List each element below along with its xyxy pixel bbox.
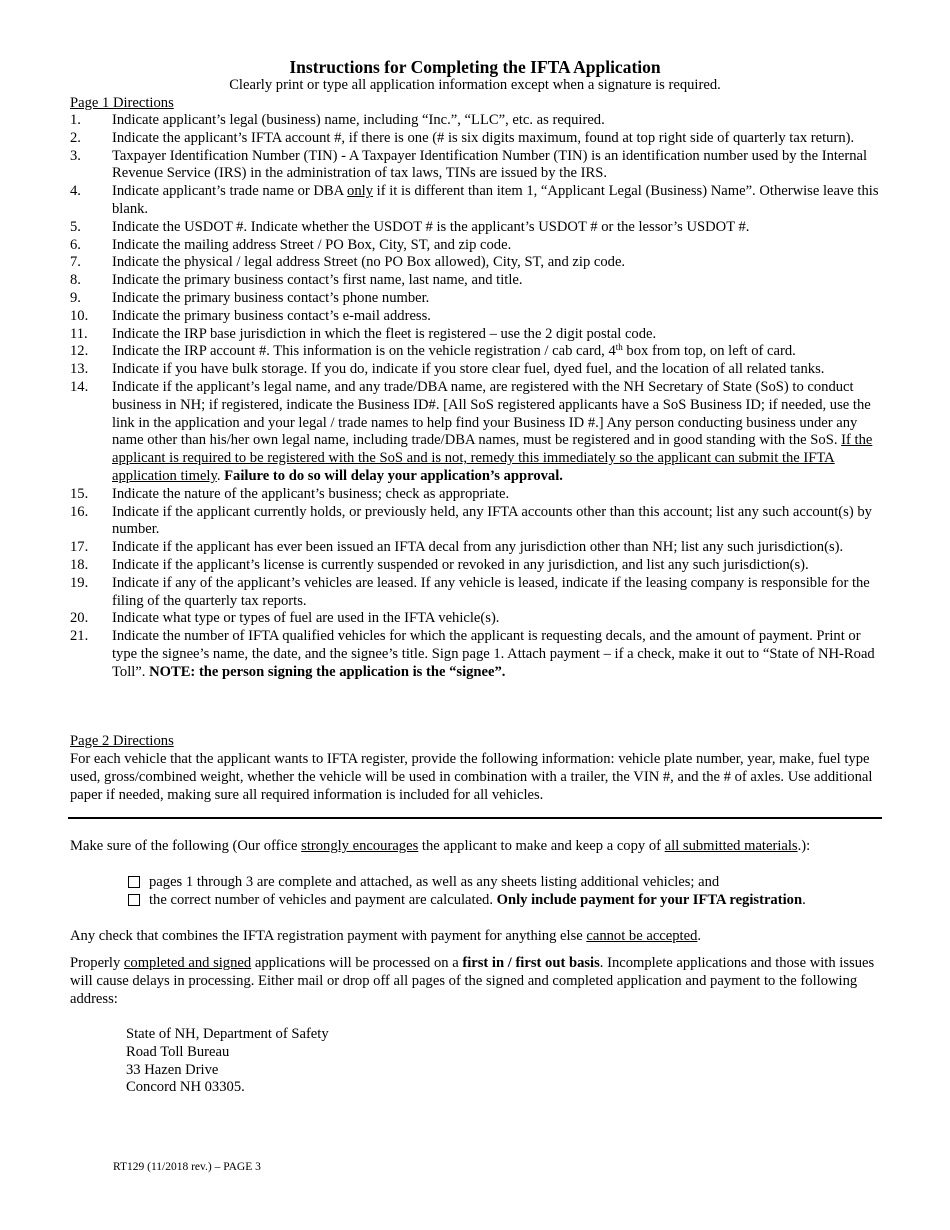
checkbox[interactable] — [128, 876, 140, 888]
page2-directions-text: For each vehicle that the applicant wants to IFTA register, provide the following information: vehicle plate number, year, make, fuel type used, gross/combined weight, whether the vehicle will be used in combination with a trailer, the VIN #, and the # of axles. Use additional paper if needed, making sure all required information is included for all vehicles. — [70, 751, 873, 803]
item-number: 14. — [70, 378, 89, 395]
item-text: Indicate the IRP base jurisdiction in which the fleet is registered – use the 2 digit postal code. — [112, 325, 657, 342]
item-underlined: only — [347, 183, 373, 200]
address-line: 33 Hazen Drive — [126, 1061, 219, 1078]
item-text: Indicate if any of the applicant’s vehicles are leased. If any vehicle is leased, indicate if the leasing company is responsible for the filing of the quarterly tax reports. — [112, 574, 870, 609]
item-number: 12. — [70, 343, 89, 360]
item-number: 20. — [70, 610, 89, 627]
item-text: Indicate applicant’s trade name or DBA — [112, 183, 348, 200]
list-item — [70, 112, 882, 130]
item-number: 7. — [70, 254, 81, 271]
item-text: Taxpayer Identification Number (TIN) - A Taxpayer Identification Number (TIN) is an identification number used by the Internal Revenue Service (IRS) in the administration of tax laws, TINs are issued by the IRS. — [112, 147, 868, 182]
checkbox[interactable] — [128, 894, 140, 906]
note-text: Any check that combines the IFTA registration payment with payment for anything else — [70, 928, 587, 944]
item-text: Indicate if the applicant’s legal name, and any trade/DBA name, are registered with the NH Secretary of State (SoS) to conduct business in NH; if registered, indicate the Business ID#. [All SoS registered applicants have a SoS Business ID; if needed, use the link in the application and your legal / trade names to help find your Business ID #.] Any person conducting business under any name other than his/her own legal name, including trade/DBA names, must be registered and in good standing with the SoS. — [112, 378, 871, 449]
checklist-item-text: the correct number of vehicles and payment are calculated. — [149, 892, 497, 908]
processing-text: Properly — [70, 955, 124, 971]
address-line: Road Toll Bureau — [126, 1043, 230, 1060]
list-item — [70, 326, 882, 344]
item-number: 5. — [70, 218, 81, 235]
checklist-item — [128, 874, 888, 892]
checklist-item-bold: Only include payment for your IFTA registration — [496, 892, 803, 908]
list-item — [70, 308, 882, 326]
item-text: Indicate the primary business contact’s first name, last name, and title. — [112, 272, 523, 289]
page-subtitle: Clearly print or type all application information except when a signature is required. — [229, 77, 721, 93]
processing-paragraph — [70, 955, 882, 1008]
processing-text: applications will be processed on a — [251, 955, 463, 971]
intro-text: the applicant to make and keep a copy of — [418, 838, 665, 854]
note-text: . — [697, 928, 702, 944]
page1-directions-list — [70, 112, 882, 682]
intro-text: Make sure of the following (Our office — [70, 838, 302, 854]
item-number: 9. — [70, 289, 81, 306]
item-number: 2. — [70, 129, 81, 146]
list-item — [70, 130, 882, 148]
list-item — [70, 486, 882, 504]
list-item — [70, 610, 882, 628]
item-text: Indicate if you have bulk storage. If you do, indicate if you store clear fuel, dyed fuel, and the location of all related tanks. — [112, 361, 825, 378]
item-text: Indicate the mailing address Street / PO Box, City, ST, and zip code. — [112, 236, 512, 253]
page2-directions-heading: Page 2 Directions — [70, 733, 174, 749]
list-item — [70, 183, 882, 219]
page1-directions-heading: Page 1 Directions — [70, 95, 174, 111]
item-text: Indicate the primary business contact’s phone number. — [112, 289, 430, 306]
item-text: Indicate if the applicant currently holds, or previously held, any IFTA accounts other than this account; list any such account(s) by number. — [112, 503, 872, 538]
item-number: 3. — [70, 147, 81, 164]
list-item — [70, 379, 882, 486]
list-item — [70, 237, 882, 255]
item-number: 17. — [70, 539, 89, 556]
address-line: State of NH, Department of Safety — [126, 1026, 329, 1042]
item-bold-note: NOTE: the person signing the application is the “signee”. — [149, 663, 506, 680]
list-item — [70, 343, 882, 361]
item-number: 18. — [70, 556, 89, 573]
note-underlined: cannot be accepted — [586, 928, 698, 944]
page-footer: RT129 (11/2018 rev.) – PAGE 3 — [113, 1161, 261, 1173]
item-number: 1. — [70, 112, 81, 128]
item-number: 4. — [70, 183, 81, 200]
list-item — [70, 557, 882, 575]
list-item — [70, 148, 882, 184]
item-text: Indicate if the applicant has ever been issued an IFTA decal from any jurisdiction other than NH; list any such jurisdiction(s). — [112, 539, 844, 556]
item-text: Indicate the number of IFTA qualified vehicles for which the applicant is requesting decals, and the amount of payment. Print or type the signee’s name, the date, and the signee’s title. Sign page 1. Attach payment – if a check, make it out to “State of NH-Road Toll”. — [112, 628, 875, 680]
item-number: 10. — [70, 307, 89, 324]
processing-underlined: completed and signed — [123, 955, 252, 971]
list-item — [70, 219, 882, 237]
item-number: 19. — [70, 574, 89, 591]
item-text: Indicate the primary business contact’s e-mail address. — [112, 307, 431, 324]
page-title: Instructions for Completing the IFTA Application — [289, 57, 661, 77]
item-superscript: th — [615, 342, 623, 353]
section-divider — [68, 817, 882, 819]
check-payment-note — [70, 928, 882, 946]
processing-text: . Incomplete applications and those with issues will cause delays in processing. Either mail or drop off all pages of the signed and completed application and payment to the following address: — [70, 955, 875, 1007]
item-bold-warning: Failure to do so will delay your application’s approval. — [224, 467, 563, 484]
checklist-intro — [70, 838, 882, 856]
list-item — [70, 272, 882, 290]
item-underlined: If the applicant is required to be registered with the SoS and is not, remedy this immediately so the applicant can submit the IFTA application timely — [112, 432, 873, 484]
item-text: Indicate the USDOT #. Indicate whether the USDOT # is the applicant’s USDOT # or the lessor’s USDOT #. — [112, 218, 750, 235]
item-text: Indicate applicant’s legal (business) name, including “Inc.”, “LLC”, etc. as required. — [112, 112, 605, 128]
item-text: . — [216, 467, 225, 484]
item-number: 6. — [70, 236, 81, 253]
address-line: Concord NH 03305. — [126, 1079, 245, 1096]
list-item — [70, 504, 882, 540]
item-text: Indicate what type or types of fuel are used in the IFTA vehicle(s). — [112, 610, 500, 627]
item-number: 21. — [70, 628, 89, 645]
item-number: 15. — [70, 485, 89, 502]
item-text: if it is different than item 1, “Applicant Legal (Business) Name”. Otherwise leave this blank. — [112, 183, 879, 217]
checklist-item-text: . — [802, 892, 806, 908]
mailing-address — [126, 1026, 329, 1097]
list-item — [70, 575, 882, 611]
item-text: Indicate the nature of the applicant’s business; check as appropriate. — [112, 485, 510, 502]
list-item — [70, 254, 882, 272]
item-number: 13. — [70, 361, 89, 378]
item-text: Indicate the applicant’s IFTA account #, if there is one (# is six digits maximum, found at top right side of quarterly tax return). — [112, 129, 855, 146]
list-item — [70, 290, 882, 308]
intro-text: .): — [797, 838, 811, 854]
list-item — [70, 361, 882, 379]
item-text: Indicate if the applicant’s license is currently suspended or revoked in any jurisdiction, and list any such jurisdiction(s). — [112, 556, 809, 573]
intro-underlined: strongly encourages — [301, 838, 419, 854]
item-number: 11. — [70, 325, 88, 342]
list-item — [70, 628, 882, 681]
checklist-item — [128, 892, 888, 910]
processing-bold: first in / first out basis — [462, 955, 600, 971]
item-text: Indicate the IRP account #. This information is on the vehicle registration / cab card, 4 — [112, 343, 616, 360]
checklist-item-text: pages 1 through 3 are complete and attached, as well as any sheets listing additional vehicles; and — [149, 874, 720, 890]
list-item — [70, 539, 882, 557]
intro-underlined: all submitted materials — [664, 838, 798, 854]
item-number: 8. — [70, 272, 81, 289]
item-text: box from top, on left of card. — [622, 343, 796, 360]
item-text: Indicate the physical / legal address Street (no PO Box allowed), City, ST, and zip code. — [112, 254, 626, 271]
item-number: 16. — [70, 503, 89, 520]
